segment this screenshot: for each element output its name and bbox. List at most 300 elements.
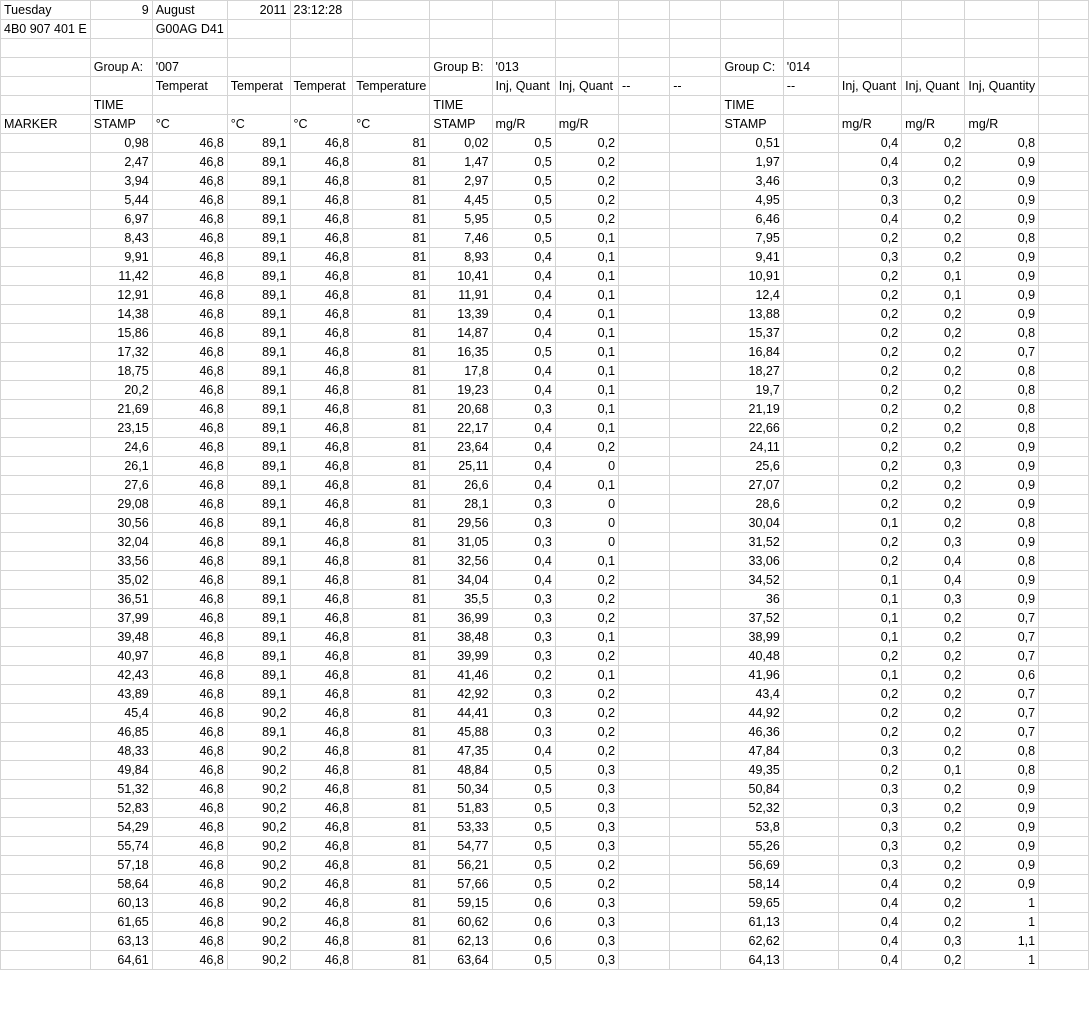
stamp-label-b[interactable]: STAMP xyxy=(430,115,492,134)
empty-cell[interactable] xyxy=(555,39,618,58)
data-cell[interactable]: 0,4 xyxy=(838,875,901,894)
empty-cell[interactable] xyxy=(619,58,670,77)
data-cell[interactable]: 52,32 xyxy=(721,799,783,818)
data-cell[interactable]: 0,2 xyxy=(555,191,618,210)
data-cell[interactable]: 46,8 xyxy=(152,818,227,837)
data-cell[interactable]: 0,8 xyxy=(965,134,1039,153)
data-cell[interactable]: 0,2 xyxy=(838,685,901,704)
data-cell[interactable]: 9,91 xyxy=(90,248,152,267)
empty-cell[interactable] xyxy=(555,1,618,20)
empty-cell[interactable] xyxy=(227,96,290,115)
data-cell[interactable]: 81 xyxy=(353,723,430,742)
empty-cell[interactable] xyxy=(1,932,91,951)
data-cell[interactable]: 0,1 xyxy=(555,381,618,400)
data-cell[interactable]: 0,2 xyxy=(555,609,618,628)
empty-cell[interactable] xyxy=(670,438,721,457)
data-cell[interactable]: 46,8 xyxy=(290,837,353,856)
time-cell[interactable]: 23:12:28 xyxy=(290,1,353,20)
data-cell[interactable]: 81 xyxy=(353,685,430,704)
data-cell[interactable]: 46,8 xyxy=(152,362,227,381)
empty-cell[interactable] xyxy=(902,1,965,20)
data-cell[interactable]: 0,2 xyxy=(838,723,901,742)
data-cell[interactable]: 46,8 xyxy=(290,343,353,362)
data-cell[interactable]: 0,3 xyxy=(902,533,965,552)
empty-cell[interactable] xyxy=(1,552,91,571)
empty-cell[interactable] xyxy=(619,552,670,571)
empty-cell[interactable] xyxy=(492,20,555,39)
empty-cell[interactable] xyxy=(670,780,721,799)
data-cell[interactable]: 0,2 xyxy=(902,704,965,723)
data-cell[interactable]: 59,15 xyxy=(430,894,492,913)
data-cell[interactable]: 38,99 xyxy=(721,628,783,647)
data-cell[interactable]: 0,9 xyxy=(965,153,1039,172)
group-c-label-cell[interactable]: Group C: xyxy=(721,58,783,77)
day-cell[interactable]: Tuesday xyxy=(1,1,91,20)
empty-cell[interactable] xyxy=(783,457,838,476)
empty-cell[interactable] xyxy=(838,20,901,39)
data-cell[interactable]: 0,2 xyxy=(902,476,965,495)
data-cell[interactable]: 0,1 xyxy=(555,343,618,362)
data-cell[interactable]: 46,8 xyxy=(290,476,353,495)
empty-cell[interactable] xyxy=(1039,115,1089,134)
empty-cell[interactable] xyxy=(838,96,901,115)
data-cell[interactable]: 45,88 xyxy=(430,723,492,742)
data-cell[interactable]: 0,3 xyxy=(838,172,901,191)
data-cell[interactable]: 36,99 xyxy=(430,609,492,628)
data-cell[interactable]: 62,62 xyxy=(721,932,783,951)
inj-c-title-3[interactable]: Inj, Quantity xyxy=(965,77,1039,96)
data-cell[interactable]: 0,2 xyxy=(902,324,965,343)
data-cell[interactable]: 46,8 xyxy=(152,324,227,343)
data-cell[interactable]: 0,2 xyxy=(838,286,901,305)
data-cell[interactable]: 0,3 xyxy=(555,799,618,818)
data-cell[interactable]: 41,96 xyxy=(721,666,783,685)
empty-cell[interactable] xyxy=(783,685,838,704)
unit-cell[interactable]: mg/R xyxy=(555,115,618,134)
data-cell[interactable]: 0,2 xyxy=(555,210,618,229)
data-cell[interactable]: 30,04 xyxy=(721,514,783,533)
inj-c-title-1[interactable]: Inj, Quant xyxy=(838,77,901,96)
empty-cell[interactable] xyxy=(619,647,670,666)
empty-cell[interactable] xyxy=(670,191,721,210)
empty-cell[interactable] xyxy=(1039,647,1089,666)
empty-cell[interactable] xyxy=(670,495,721,514)
data-cell[interactable]: 46,8 xyxy=(290,913,353,932)
unit-cell[interactable]: mg/R xyxy=(492,115,555,134)
empty-cell[interactable] xyxy=(670,704,721,723)
data-cell[interactable]: 15,86 xyxy=(90,324,152,343)
data-cell[interactable]: 0,3 xyxy=(555,780,618,799)
data-cell[interactable]: 0,3 xyxy=(555,818,618,837)
data-cell[interactable]: 46,8 xyxy=(152,951,227,970)
data-cell[interactable]: 0,2 xyxy=(902,438,965,457)
empty-cell[interactable] xyxy=(619,305,670,324)
data-cell[interactable]: 46,8 xyxy=(152,742,227,761)
data-cell[interactable]: 0,2 xyxy=(902,818,965,837)
data-cell[interactable]: 23,15 xyxy=(90,419,152,438)
empty-cell[interactable] xyxy=(783,362,838,381)
empty-cell[interactable] xyxy=(1,324,91,343)
data-cell[interactable]: 5,95 xyxy=(430,210,492,229)
data-cell[interactable]: 46,8 xyxy=(152,647,227,666)
empty-cell[interactable] xyxy=(619,39,670,58)
data-cell[interactable]: 0,2 xyxy=(902,742,965,761)
empty-cell[interactable] xyxy=(227,20,290,39)
empty-cell[interactable] xyxy=(965,1,1039,20)
data-cell[interactable]: 53,33 xyxy=(430,818,492,837)
data-cell[interactable]: 46,8 xyxy=(290,875,353,894)
data-cell[interactable]: 57,66 xyxy=(430,875,492,894)
empty-cell[interactable] xyxy=(783,666,838,685)
empty-cell[interactable] xyxy=(670,229,721,248)
group-b-id-cell[interactable]: '013 xyxy=(492,58,555,77)
data-cell[interactable]: 0,9 xyxy=(965,248,1039,267)
data-cell[interactable]: 35,5 xyxy=(430,590,492,609)
empty-cell[interactable] xyxy=(619,115,670,134)
data-cell[interactable]: 0,9 xyxy=(965,191,1039,210)
data-cell[interactable]: 0,2 xyxy=(902,210,965,229)
data-cell[interactable]: 0,8 xyxy=(965,400,1039,419)
data-cell[interactable]: 27,07 xyxy=(721,476,783,495)
empty-cell[interactable] xyxy=(1039,476,1089,495)
data-cell[interactable]: 46,8 xyxy=(152,723,227,742)
empty-cell[interactable] xyxy=(430,77,492,96)
data-cell[interactable]: 81 xyxy=(353,210,430,229)
empty-cell[interactable] xyxy=(670,20,721,39)
empty-cell[interactable] xyxy=(670,248,721,267)
data-cell[interactable]: 0,1 xyxy=(555,419,618,438)
inj-b-title-2[interactable]: Inj, Quant xyxy=(555,77,618,96)
data-cell[interactable]: 0,2 xyxy=(838,229,901,248)
empty-cell[interactable] xyxy=(430,39,492,58)
unit-cell[interactable]: °C xyxy=(290,115,353,134)
data-cell[interactable]: 46,8 xyxy=(152,799,227,818)
data-cell[interactable]: 90,2 xyxy=(227,894,290,913)
empty-cell[interactable] xyxy=(619,685,670,704)
data-cell[interactable]: 81 xyxy=(353,248,430,267)
data-cell[interactable]: 46,8 xyxy=(290,590,353,609)
empty-cell[interactable] xyxy=(783,476,838,495)
empty-cell[interactable] xyxy=(1,286,91,305)
data-cell[interactable]: 0,9 xyxy=(965,856,1039,875)
empty-cell[interactable] xyxy=(670,343,721,362)
data-cell[interactable]: 0,1 xyxy=(555,267,618,286)
temp-title-2[interactable]: Temperat xyxy=(227,77,290,96)
empty-cell[interactable] xyxy=(227,58,290,77)
stamp-label-a[interactable]: STAMP xyxy=(90,115,152,134)
data-cell[interactable]: 63,13 xyxy=(90,932,152,951)
empty-cell[interactable] xyxy=(1039,514,1089,533)
data-cell[interactable]: 63,64 xyxy=(430,951,492,970)
data-cell[interactable]: 0,1 xyxy=(838,609,901,628)
empty-cell[interactable] xyxy=(1039,400,1089,419)
data-cell[interactable]: 37,99 xyxy=(90,609,152,628)
data-cell[interactable]: 90,2 xyxy=(227,932,290,951)
empty-cell[interactable] xyxy=(1039,628,1089,647)
data-cell[interactable]: 0,4 xyxy=(492,438,555,457)
empty-cell[interactable] xyxy=(670,476,721,495)
data-cell[interactable]: 46,8 xyxy=(290,153,353,172)
data-cell[interactable]: 46,8 xyxy=(290,685,353,704)
data-cell[interactable]: 46,8 xyxy=(290,780,353,799)
data-cell[interactable]: 0,4 xyxy=(838,134,901,153)
empty-cell[interactable] xyxy=(619,419,670,438)
empty-cell[interactable] xyxy=(1,134,91,153)
empty-cell[interactable] xyxy=(1039,1,1089,20)
empty-cell[interactable] xyxy=(1039,780,1089,799)
data-cell[interactable]: 40,48 xyxy=(721,647,783,666)
data-cell[interactable]: 44,41 xyxy=(430,704,492,723)
data-cell[interactable]: 64,61 xyxy=(90,951,152,970)
empty-cell[interactable] xyxy=(1039,742,1089,761)
data-cell[interactable]: 81 xyxy=(353,324,430,343)
data-cell[interactable]: 89,1 xyxy=(227,457,290,476)
data-cell[interactable]: 0,1 xyxy=(838,514,901,533)
empty-cell[interactable] xyxy=(670,153,721,172)
empty-cell[interactable] xyxy=(90,39,152,58)
empty-cell[interactable] xyxy=(670,134,721,153)
data-cell[interactable]: 46,8 xyxy=(152,191,227,210)
data-cell[interactable]: 89,1 xyxy=(227,552,290,571)
data-cell[interactable]: 0,7 xyxy=(965,723,1039,742)
data-cell[interactable]: 0,2 xyxy=(902,837,965,856)
data-cell[interactable]: 46,8 xyxy=(290,552,353,571)
data-cell[interactable]: 2,97 xyxy=(430,172,492,191)
data-cell[interactable]: 0,2 xyxy=(902,419,965,438)
data-cell[interactable]: 43,89 xyxy=(90,685,152,704)
data-cell[interactable]: 0,6 xyxy=(492,932,555,951)
data-cell[interactable]: 89,1 xyxy=(227,723,290,742)
data-cell[interactable]: 35,02 xyxy=(90,571,152,590)
data-cell[interactable]: 0 xyxy=(555,533,618,552)
empty-cell[interactable] xyxy=(783,799,838,818)
empty-cell[interactable] xyxy=(670,799,721,818)
empty-cell[interactable] xyxy=(670,875,721,894)
data-cell[interactable]: 0,3 xyxy=(838,191,901,210)
empty-cell[interactable] xyxy=(1,267,91,286)
empty-cell[interactable] xyxy=(619,704,670,723)
data-cell[interactable]: 0,2 xyxy=(838,438,901,457)
data-cell[interactable]: 46,8 xyxy=(290,704,353,723)
data-cell[interactable]: 52,83 xyxy=(90,799,152,818)
data-cell[interactable]: 46,8 xyxy=(152,514,227,533)
data-cell[interactable]: 0,3 xyxy=(492,400,555,419)
temp-title-1[interactable]: Temperat xyxy=(152,77,227,96)
data-cell[interactable]: 0,2 xyxy=(902,514,965,533)
data-cell[interactable]: 56,21 xyxy=(430,856,492,875)
data-cell[interactable]: 0,2 xyxy=(838,476,901,495)
empty-cell[interactable] xyxy=(721,20,783,39)
data-cell[interactable]: 7,95 xyxy=(721,229,783,248)
data-cell[interactable]: 0,2 xyxy=(838,552,901,571)
empty-cell[interactable] xyxy=(353,96,430,115)
empty-cell[interactable] xyxy=(1,761,91,780)
empty-cell[interactable] xyxy=(1,685,91,704)
data-cell[interactable]: 0,5 xyxy=(492,153,555,172)
empty-cell[interactable] xyxy=(1,419,91,438)
empty-cell[interactable] xyxy=(619,172,670,191)
data-cell[interactable]: 0,2 xyxy=(838,495,901,514)
data-cell[interactable]: 49,35 xyxy=(721,761,783,780)
empty-cell[interactable] xyxy=(1039,343,1089,362)
data-cell[interactable]: 90,2 xyxy=(227,951,290,970)
data-cell[interactable]: 0 xyxy=(555,457,618,476)
data-cell[interactable]: 89,1 xyxy=(227,609,290,628)
unit-cell[interactable]: °C xyxy=(227,115,290,134)
empty-cell[interactable] xyxy=(619,666,670,685)
data-cell[interactable]: 9,41 xyxy=(721,248,783,267)
data-cell[interactable]: 89,1 xyxy=(227,305,290,324)
empty-cell[interactable] xyxy=(1,818,91,837)
data-cell[interactable]: 89,1 xyxy=(227,381,290,400)
empty-cell[interactable] xyxy=(619,951,670,970)
data-cell[interactable]: 5,44 xyxy=(90,191,152,210)
data-cell[interactable]: 0,2 xyxy=(902,913,965,932)
data-cell[interactable]: 81 xyxy=(353,267,430,286)
data-cell[interactable]: 0,2 xyxy=(902,381,965,400)
empty-cell[interactable] xyxy=(670,514,721,533)
data-cell[interactable]: 0,2 xyxy=(492,666,555,685)
data-cell[interactable]: 43,4 xyxy=(721,685,783,704)
data-cell[interactable]: 46,8 xyxy=(152,267,227,286)
unit-cell[interactable]: °C xyxy=(353,115,430,134)
data-cell[interactable]: 0,4 xyxy=(492,571,555,590)
data-cell[interactable]: 0,3 xyxy=(838,742,901,761)
data-cell[interactable]: 0,1 xyxy=(555,305,618,324)
data-cell[interactable]: 0,2 xyxy=(838,343,901,362)
empty-cell[interactable] xyxy=(619,457,670,476)
date-month-cell[interactable]: August xyxy=(152,1,227,20)
empty-cell[interactable] xyxy=(1,837,91,856)
empty-cell[interactable] xyxy=(783,400,838,419)
empty-cell[interactable] xyxy=(353,58,430,77)
data-cell[interactable]: 34,52 xyxy=(721,571,783,590)
empty-cell[interactable] xyxy=(1039,457,1089,476)
data-cell[interactable]: 10,91 xyxy=(721,267,783,286)
data-cell[interactable]: 0,2 xyxy=(902,799,965,818)
empty-cell[interactable] xyxy=(619,609,670,628)
empty-cell[interactable] xyxy=(1,856,91,875)
empty-cell[interactable] xyxy=(965,20,1039,39)
data-cell[interactable]: 0,2 xyxy=(555,438,618,457)
data-cell[interactable]: 0,1 xyxy=(555,362,618,381)
data-cell[interactable]: 21,19 xyxy=(721,400,783,419)
data-cell[interactable]: 1 xyxy=(965,913,1039,932)
data-cell[interactable]: 46,8 xyxy=(290,818,353,837)
data-cell[interactable]: 46,8 xyxy=(152,495,227,514)
time-label-b[interactable]: TIME xyxy=(430,96,492,115)
data-cell[interactable]: 0,3 xyxy=(555,913,618,932)
empty-cell[interactable] xyxy=(1039,324,1089,343)
empty-cell[interactable] xyxy=(1039,286,1089,305)
data-cell[interactable]: 0,2 xyxy=(555,647,618,666)
data-cell[interactable]: 0,8 xyxy=(965,362,1039,381)
data-cell[interactable]: 46,8 xyxy=(152,571,227,590)
empty-cell[interactable] xyxy=(1,457,91,476)
data-cell[interactable]: 0,1 xyxy=(838,628,901,647)
data-cell[interactable]: 4,95 xyxy=(721,191,783,210)
data-cell[interactable]: 0,3 xyxy=(555,932,618,951)
data-cell[interactable]: 0,8 xyxy=(965,229,1039,248)
empty-cell[interactable] xyxy=(783,951,838,970)
data-cell[interactable]: 7,46 xyxy=(430,229,492,248)
data-cell[interactable]: 0,2 xyxy=(902,400,965,419)
empty-cell[interactable] xyxy=(783,267,838,286)
data-cell[interactable]: 0,2 xyxy=(902,153,965,172)
temp-title-3[interactable]: Temperat xyxy=(290,77,353,96)
empty-cell[interactable] xyxy=(783,495,838,514)
data-cell[interactable]: 0,2 xyxy=(555,172,618,191)
empty-cell[interactable] xyxy=(619,875,670,894)
data-cell[interactable]: 0,1 xyxy=(555,286,618,305)
data-cell[interactable]: 0,4 xyxy=(492,362,555,381)
empty-cell[interactable] xyxy=(1039,248,1089,267)
data-cell[interactable]: 17,32 xyxy=(90,343,152,362)
data-cell[interactable]: 46,8 xyxy=(152,666,227,685)
data-cell[interactable]: 0,1 xyxy=(902,761,965,780)
data-cell[interactable]: 0,2 xyxy=(555,856,618,875)
empty-cell[interactable] xyxy=(1,571,91,590)
data-cell[interactable]: 14,87 xyxy=(430,324,492,343)
data-cell[interactable]: 90,2 xyxy=(227,780,290,799)
data-cell[interactable]: 12,4 xyxy=(721,286,783,305)
data-cell[interactable]: 0,6 xyxy=(492,913,555,932)
data-cell[interactable]: 16,35 xyxy=(430,343,492,362)
data-cell[interactable]: 26,6 xyxy=(430,476,492,495)
empty-cell[interactable] xyxy=(1039,552,1089,571)
data-cell[interactable]: 0,4 xyxy=(838,932,901,951)
empty-cell[interactable] xyxy=(783,818,838,837)
empty-cell[interactable] xyxy=(902,39,965,58)
empty-cell[interactable] xyxy=(290,96,353,115)
data-cell[interactable]: 21,69 xyxy=(90,400,152,419)
empty-cell[interactable] xyxy=(1,153,91,172)
data-cell[interactable]: 46,8 xyxy=(152,685,227,704)
data-cell[interactable]: 0,2 xyxy=(902,723,965,742)
data-cell[interactable]: 0,3 xyxy=(555,951,618,970)
empty-cell[interactable] xyxy=(838,58,901,77)
empty-cell[interactable] xyxy=(1,400,91,419)
empty-cell[interactable] xyxy=(1039,799,1089,818)
empty-cell[interactable] xyxy=(1,723,91,742)
data-cell[interactable]: 31,52 xyxy=(721,533,783,552)
empty-cell[interactable] xyxy=(783,324,838,343)
data-cell[interactable]: 90,2 xyxy=(227,818,290,837)
data-cell[interactable]: 62,13 xyxy=(430,932,492,951)
data-cell[interactable]: 46,8 xyxy=(152,229,227,248)
data-cell[interactable]: 0 xyxy=(555,495,618,514)
data-cell[interactable]: 0,4 xyxy=(838,951,901,970)
data-cell[interactable]: 2,47 xyxy=(90,153,152,172)
data-cell[interactable]: 81 xyxy=(353,799,430,818)
empty-cell[interactable] xyxy=(1039,362,1089,381)
empty-cell[interactable] xyxy=(492,1,555,20)
data-cell[interactable]: 18,27 xyxy=(721,362,783,381)
data-cell[interactable]: 81 xyxy=(353,704,430,723)
data-cell[interactable]: 0,2 xyxy=(555,571,618,590)
data-cell[interactable]: 81 xyxy=(353,438,430,457)
data-cell[interactable]: 0,2 xyxy=(902,856,965,875)
data-cell[interactable]: 41,46 xyxy=(430,666,492,685)
empty-cell[interactable] xyxy=(353,20,430,39)
data-cell[interactable]: 89,1 xyxy=(227,514,290,533)
empty-cell[interactable] xyxy=(1039,666,1089,685)
data-cell[interactable]: 0,2 xyxy=(902,875,965,894)
empty-cell[interactable] xyxy=(619,324,670,343)
data-cell[interactable]: 46,8 xyxy=(152,153,227,172)
data-cell[interactable]: 0,2 xyxy=(902,685,965,704)
empty-cell[interactable] xyxy=(555,96,618,115)
